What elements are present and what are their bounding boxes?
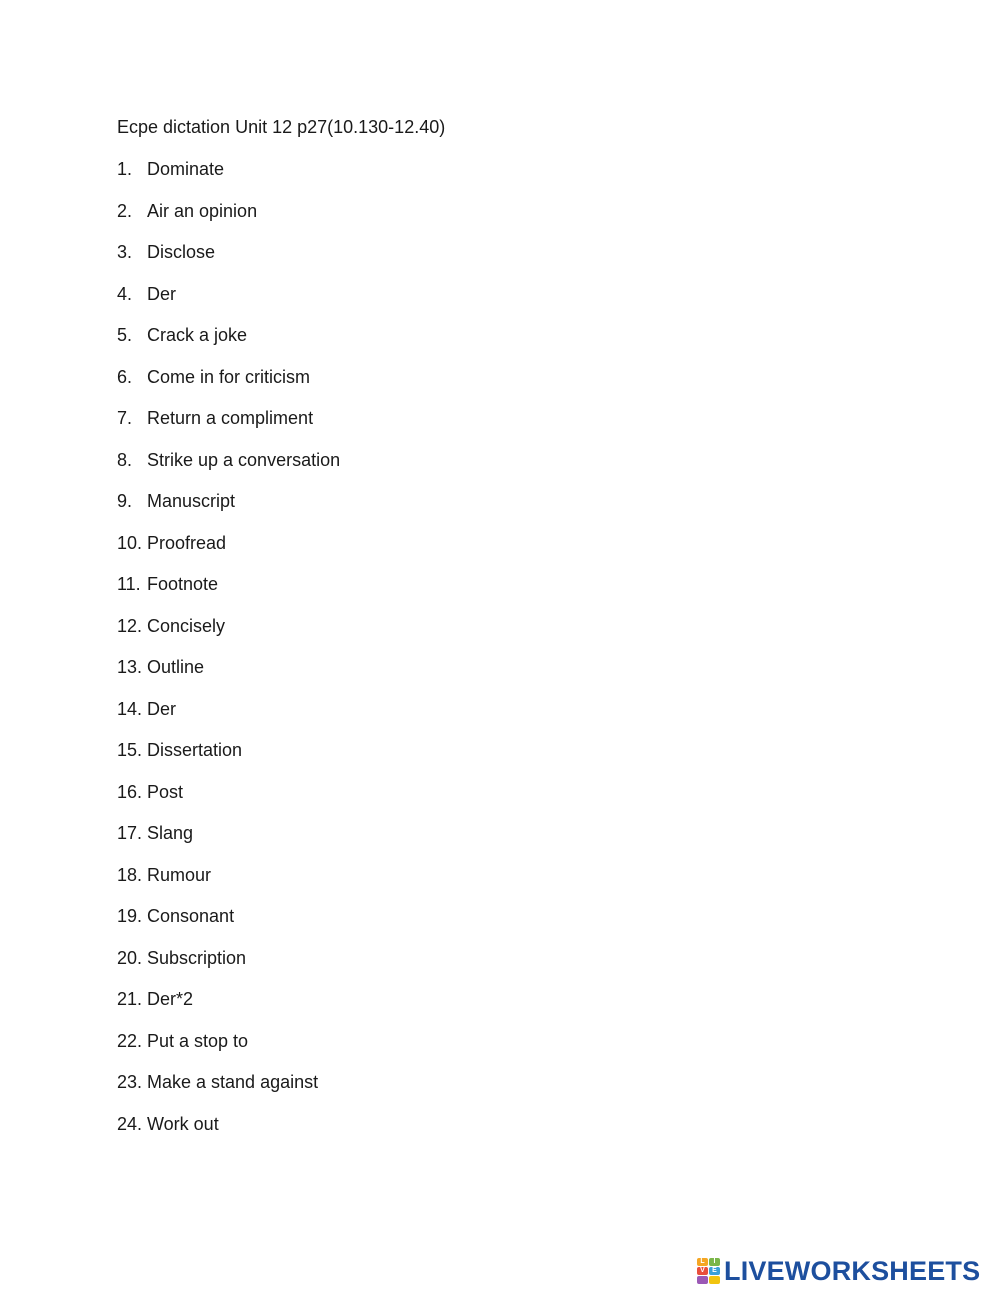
list-item <box>117 573 340 615</box>
list-item-number: 24. <box>117 1113 143 1134</box>
list-item-text: Outline <box>147 657 205 677</box>
list-item <box>117 1030 340 1072</box>
dictation-list <box>117 158 340 1154</box>
list-item-number: 3. <box>117 242 133 262</box>
list-item <box>117 947 340 989</box>
list-item <box>117 200 340 242</box>
list-item-number: 18. <box>117 864 143 885</box>
list-item-number: 14. <box>117 698 143 719</box>
list-item-text: Der*2 <box>147 989 194 1009</box>
logo-mark-tile: I <box>709 1258 720 1266</box>
list-item-number: 20. <box>117 947 143 968</box>
list-item-text: Proofread <box>147 532 227 553</box>
logo-mark-tile: V <box>697 1267 708 1275</box>
list-item-number: 15. <box>117 740 143 760</box>
list-item-number: 16. <box>117 781 143 802</box>
list-item-text: Put a stop to <box>147 1030 249 1051</box>
list-item-text: Dominate <box>147 159 225 179</box>
list-item-text: Work out <box>147 1113 219 1134</box>
list-item <box>117 615 340 657</box>
list-item-text: Make a stand against <box>147 1072 319 1092</box>
list-item-text: Der <box>147 283 177 304</box>
page-title: Ecpe dictation Unit 12 p27(10.130-12.40) <box>117 117 446 137</box>
list-item <box>117 449 340 491</box>
list-item-text: Dissertation <box>147 740 243 760</box>
list-item <box>117 988 340 1030</box>
list-item-text: Post <box>147 781 184 802</box>
list-item <box>117 739 340 781</box>
list-item <box>117 781 340 823</box>
list-item-text: Crack a joke <box>147 325 248 345</box>
list-item-text: Come in for criticism <box>147 366 311 387</box>
list-item <box>117 1071 340 1113</box>
list-item-text: Manuscript <box>147 491 236 511</box>
list-item <box>117 698 340 740</box>
list-item <box>117 1113 340 1155</box>
list-item-number: 13. <box>117 657 143 677</box>
list-item-number: 23. <box>117 1072 143 1092</box>
logo-mark-tile: L <box>697 1258 708 1266</box>
list-item <box>117 864 340 906</box>
list-item <box>117 283 340 325</box>
liveworksheets-logo <box>697 1256 980 1286</box>
list-item <box>117 366 340 408</box>
list-item-text: Der <box>147 698 177 719</box>
liveworksheets-logo-icon <box>697 1258 721 1284</box>
list-item <box>117 324 340 366</box>
list-item-number: 8. <box>117 449 133 470</box>
list-item-number: 11. <box>117 574 141 594</box>
list-item-number: 7. <box>117 408 133 428</box>
list-item-text: Strike up a conversation <box>147 449 341 470</box>
list-item-number: 21. <box>117 989 143 1009</box>
list-item-number: 5. <box>117 325 133 345</box>
list-item <box>117 241 340 283</box>
list-item-number: 19. <box>117 906 143 926</box>
list-item <box>117 407 340 449</box>
list-item-text: Concisely <box>147 615 226 636</box>
list-item-number: 2. <box>117 200 133 221</box>
list-item-number: 17. <box>117 823 143 843</box>
list-item-text: Footnote <box>147 574 219 594</box>
list-item-text: Subscription <box>147 947 247 968</box>
logo-mark-tile <box>697 1276 708 1284</box>
list-item <box>117 158 340 200</box>
list-item-number: 4. <box>117 283 133 304</box>
list-item-text: Air an opinion <box>147 200 258 221</box>
list-item <box>117 532 340 574</box>
list-item-number: 10. <box>117 532 143 553</box>
list-item <box>117 822 340 864</box>
list-item-number: 6. <box>117 366 133 387</box>
logo-mark-tile <box>709 1276 720 1284</box>
logo-text: LIVEWORKSHEETS <box>724 1256 981 1286</box>
logo-mark-tile: E <box>709 1267 720 1275</box>
list-item-text: Rumour <box>147 864 212 885</box>
list-item-text: Return a compliment <box>147 408 314 428</box>
list-item <box>117 490 340 532</box>
list-item-number: 1. <box>117 159 133 179</box>
list-item-text: Disclose <box>147 242 216 262</box>
list-item-text: Slang <box>147 823 194 843</box>
list-item <box>117 656 340 698</box>
list-item-number: 22. <box>117 1030 143 1051</box>
list-item <box>117 905 340 947</box>
list-item-text: Consonant <box>147 906 235 926</box>
list-item-number: 12. <box>117 615 143 636</box>
list-item-number: 9. <box>117 491 133 511</box>
